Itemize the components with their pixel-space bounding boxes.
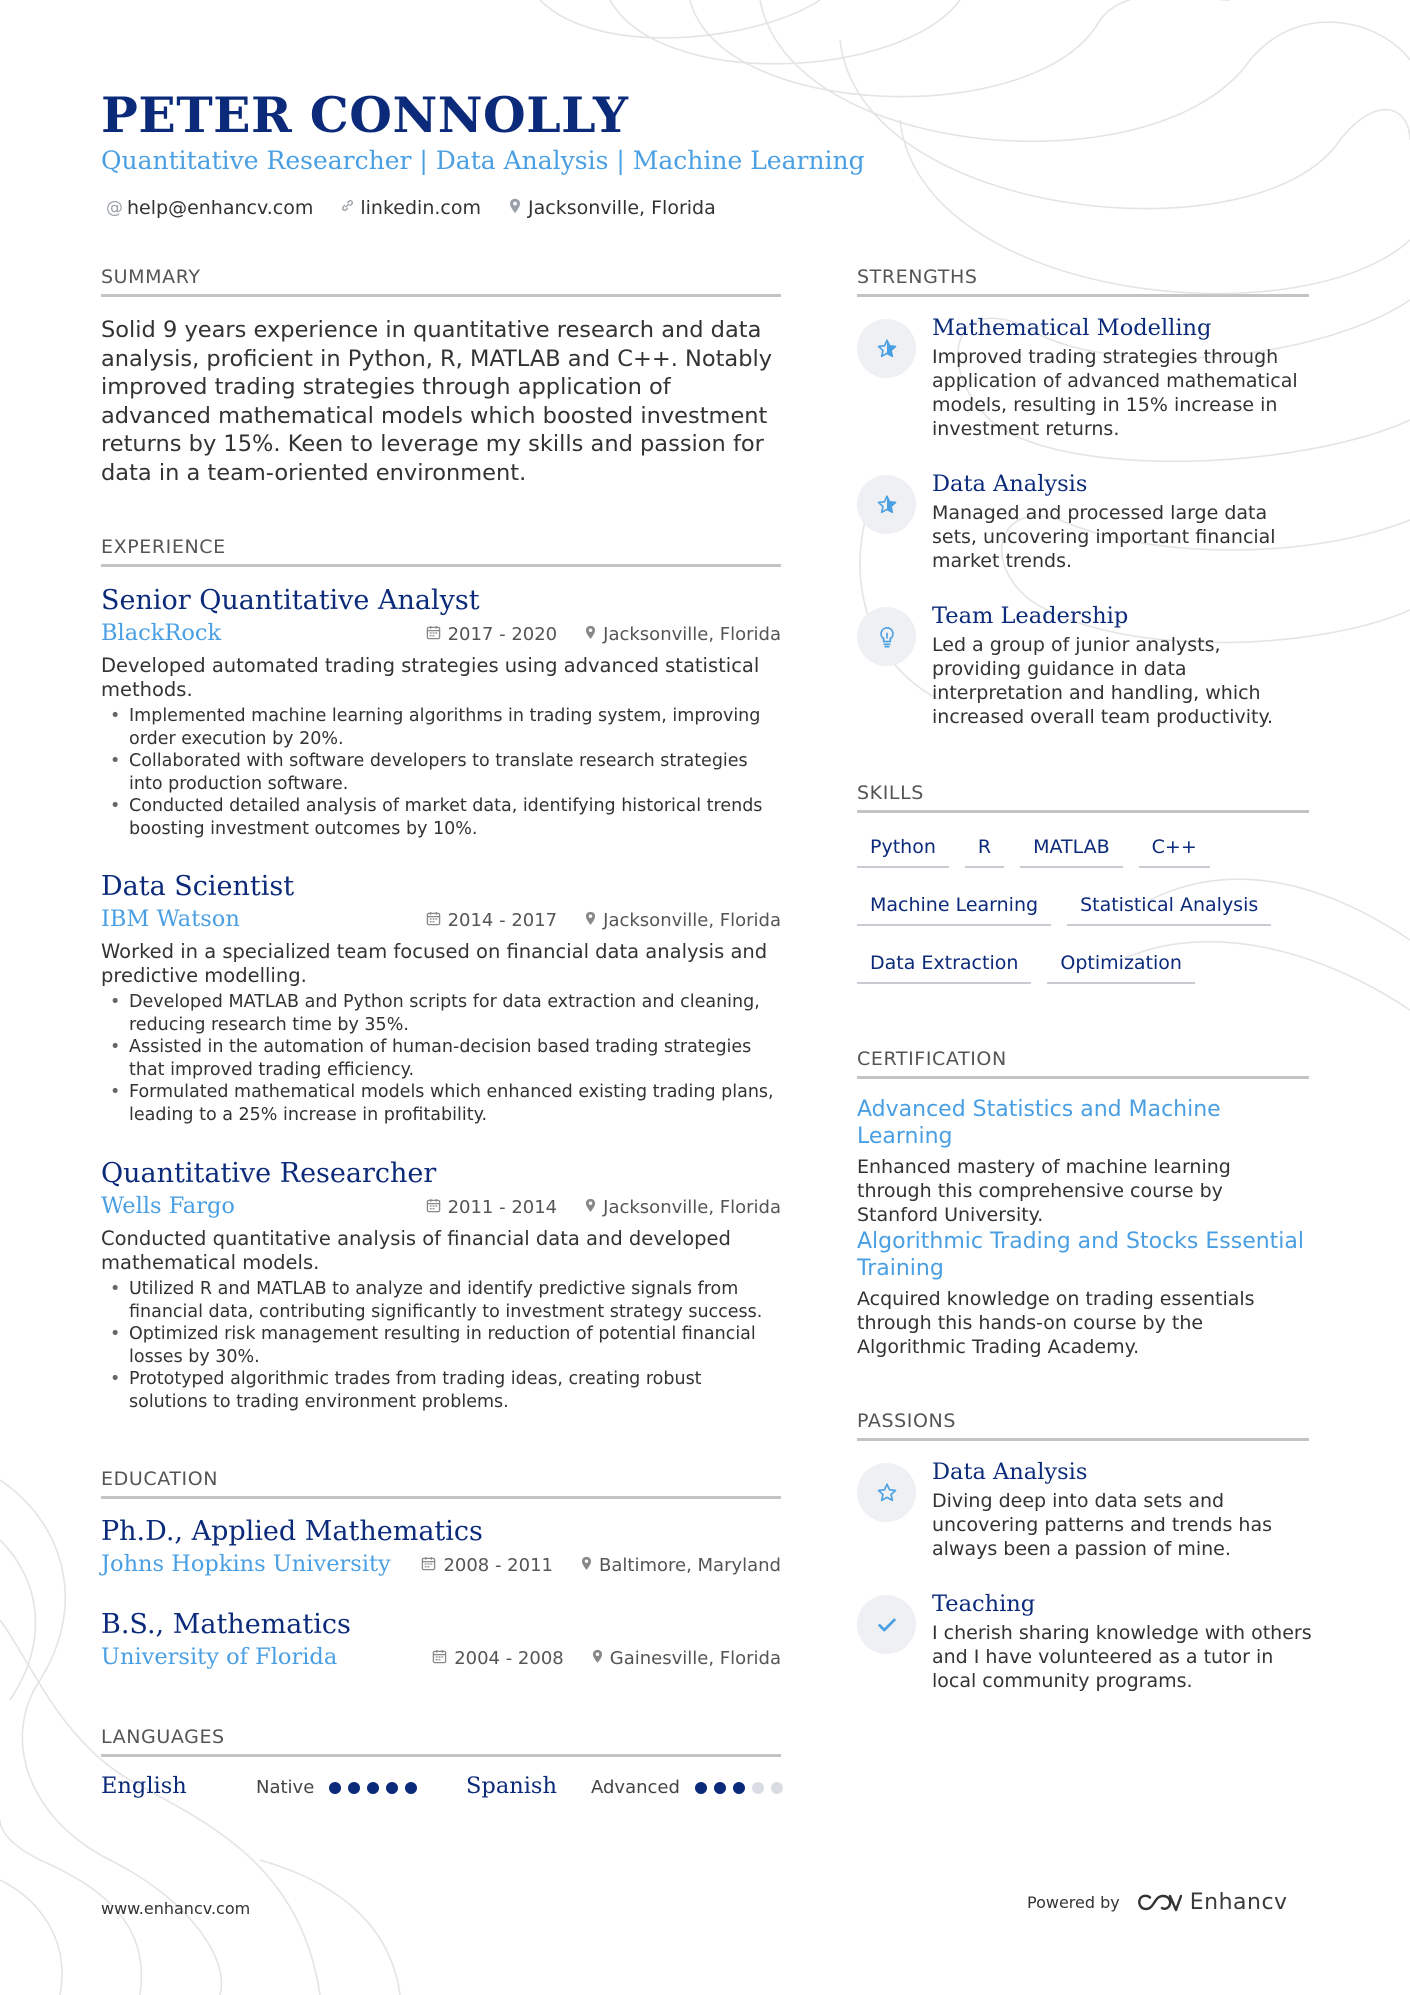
- skill-tag: Data Extraction: [857, 946, 1031, 984]
- contact-email[interactable]: [106, 197, 313, 219]
- rating-dot-filled: [405, 1782, 417, 1794]
- language-level: Advanced: [591, 1777, 680, 1798]
- job-meta: [101, 904, 781, 938]
- contact-bar: [106, 197, 716, 219]
- education-location-text: Baltimore, Maryland: [599, 1555, 781, 1576]
- skill-tag: Optimization: [1047, 946, 1195, 984]
- job-location: [585, 910, 781, 931]
- language-rating: [329, 1782, 417, 1794]
- summary-text: Solid 9 years experience in quantitative research and data analysis, proficient in Python, R, MATLAB and C++. Notably improved trading strategies through application of advanced mathematical models which boosted investment returns by 15%. Keen to leverage my skills and passion for data in a team-oriented environment.: [101, 317, 773, 486]
- skills-list: [857, 830, 1309, 1004]
- skill-tag: MATLAB: [1020, 830, 1123, 868]
- job-dates: [426, 1197, 558, 1218]
- job-bullet: • Prototyped algorithmic trades from trading ideas, creating robust solutions to trading environment problems.: [101, 1368, 781, 1413]
- skill-row: [857, 946, 1309, 984]
- strength-description: Led a group of junior analysts, providing guidance in data interpretation and handling, which increased overall team productivity.: [932, 634, 1274, 728]
- rating-dot-filled: [329, 1782, 341, 1794]
- job-location-text: Jacksonville, Florida: [603, 624, 781, 645]
- location-text: Jacksonville, Florida: [528, 197, 716, 219]
- education-meta-right: [432, 1648, 781, 1669]
- calendar-icon: [432, 1649, 447, 1668]
- rating-dot-filled: [695, 1782, 707, 1794]
- job-meta: [101, 618, 781, 652]
- location-pin-icon: [592, 1649, 603, 1668]
- job-meta-right: [426, 1197, 781, 1218]
- enhancv-logo-icon: [1136, 1892, 1182, 1914]
- skill-tag: R: [965, 830, 1004, 868]
- education-meta: [101, 1642, 781, 1676]
- section-title-skills: SKILLS: [857, 782, 1309, 813]
- location-pin-icon: [507, 198, 523, 219]
- job-dates: [426, 624, 558, 645]
- job-title: Quantitative Researcher: [101, 1158, 437, 1189]
- certification-title: Advanced Statistics and Machine Learning: [857, 1097, 1221, 1149]
- rating-dot-filled: [367, 1782, 379, 1794]
- education-dates: [421, 1555, 553, 1576]
- lightbulb-icon: [857, 607, 916, 666]
- education-meta-right: [421, 1555, 781, 1576]
- job-location: [585, 1197, 781, 1218]
- footer-website[interactable]: www.enhancv.com: [101, 1899, 251, 1918]
- school-name: University of Florida: [101, 1644, 338, 1670]
- job-bullet: • Assisted in the automation of human-decision based trading strategies that improved trading efficiency.: [101, 1036, 781, 1081]
- passion-title: Data Analysis: [932, 1459, 1088, 1485]
- job-bullets: [101, 1278, 781, 1413]
- calendar-icon: [421, 1556, 436, 1575]
- job-location: [585, 624, 781, 645]
- link-icon: [339, 198, 355, 218]
- section-title-summary: SUMMARY: [101, 266, 781, 297]
- skill-row: [857, 888, 1309, 926]
- company-name: IBM Watson: [101, 906, 240, 932]
- rating-dot-empty: [771, 1782, 783, 1794]
- job-meta-right: [426, 910, 781, 931]
- enhancv-logo[interactable]: [1136, 1890, 1288, 1915]
- location-pin-icon: [585, 625, 596, 644]
- strength-title: Team Leadership: [932, 603, 1129, 629]
- skill-tag: Machine Learning: [857, 888, 1051, 926]
- passion-body: [932, 1589, 1312, 1693]
- language-rating: [695, 1782, 783, 1794]
- company-name: Wells Fargo: [101, 1193, 235, 1219]
- passion-description: I cherish sharing knowledge with others and I have volunteered as a tutor in local community programs.: [932, 1622, 1312, 1692]
- skill-tag: Python: [857, 830, 949, 868]
- certification-description: Enhanced mastery of machine learning through this comprehensive course by Stanford University.: [857, 1156, 1231, 1226]
- rating-dot-filled: [714, 1782, 726, 1794]
- job-bullet: • Optimized risk management resulting in reduction of potential financial losses by 30%.: [101, 1323, 781, 1368]
- experience-entry: [101, 1157, 781, 1413]
- candidate-name: PETER CONNOLLY: [101, 86, 629, 144]
- certification-item: [857, 1096, 1309, 1227]
- passion-body: [932, 1457, 1312, 1561]
- certification-item: [857, 1228, 1309, 1359]
- job-bullets: [101, 991, 781, 1126]
- star-outline-icon: [857, 1463, 916, 1522]
- location-pin-icon: [581, 1556, 592, 1575]
- language-level: Native: [256, 1777, 315, 1798]
- rating-dot-filled: [733, 1782, 745, 1794]
- calendar-icon: [426, 911, 441, 930]
- calendar-icon: [426, 625, 441, 644]
- strength-description: Improved trading strategies through application of advanced mathematical models, resulting in 15% increase in investment returns.: [932, 346, 1298, 440]
- section-title-certification: CERTIFICATION: [857, 1048, 1309, 1079]
- company-name: BlackRock: [101, 620, 222, 646]
- education-entry: [101, 1608, 781, 1676]
- strength-body: [932, 469, 1312, 573]
- check-icon: [857, 1595, 916, 1654]
- strength-title: Data Analysis: [932, 471, 1088, 497]
- linkedin-text: linkedin.com: [360, 197, 481, 219]
- calendar-icon: [426, 1198, 441, 1217]
- strength-body: [932, 601, 1312, 729]
- job-title: Senior Quantitative Analyst: [101, 585, 480, 616]
- skill-tag: C++: [1139, 830, 1210, 868]
- passion-title: Teaching: [932, 1591, 1036, 1617]
- education-dates-text: 2004 - 2008: [454, 1648, 564, 1669]
- section-title-experience: EXPERIENCE: [101, 536, 781, 567]
- job-bullet: • Conducted detailed analysis of market data, identifying historical trends boosting investment outcomes by 10%.: [101, 795, 781, 840]
- rating-dot-empty: [752, 1782, 764, 1794]
- job-location-text: Jacksonville, Florida: [603, 910, 781, 931]
- language-name: English: [101, 1773, 187, 1799]
- certification-title: Algorithmic Trading and Stocks Essential Training: [857, 1229, 1305, 1281]
- rating-dot-filled: [386, 1782, 398, 1794]
- strength-description: Managed and processed large data sets, uncovering important financial market trends.: [932, 502, 1276, 572]
- contact-linkedin[interactable]: [339, 197, 481, 219]
- footer-brand: [1027, 1890, 1288, 1915]
- education-dates-text: 2008 - 2011: [443, 1555, 553, 1576]
- strength-body: [932, 313, 1312, 441]
- job-bullet: • Implemented machine learning algorithms in trading system, improving order execution by 20%.: [101, 705, 781, 750]
- experience-entry: [101, 584, 781, 840]
- job-bullets: [101, 705, 781, 840]
- section-title-education: EDUCATION: [101, 1468, 781, 1499]
- job-dates-text: 2011 - 2014: [447, 1197, 558, 1218]
- job-description: Developed automated trading strategies using advanced statistical methods.: [101, 654, 760, 701]
- section-title-strengths: STRENGTHS: [857, 266, 1309, 297]
- education-location: [581, 1555, 781, 1576]
- job-dates-text: 2017 - 2020: [447, 624, 558, 645]
- rating-dot-filled: [348, 1782, 360, 1794]
- star-icon: [857, 319, 916, 378]
- job-bullet: • Collaborated with software developers to translate research strategies into production software.: [101, 750, 781, 795]
- degree-title: Ph.D., Applied Mathematics: [101, 1516, 483, 1547]
- languages-row: [101, 1773, 781, 1803]
- education-dates: [432, 1648, 564, 1669]
- passion-description: Diving deep into data sets and uncovering patterns and trends has always been a passion of mine.: [932, 1490, 1273, 1560]
- education-location-text: Gainesville, Florida: [609, 1648, 781, 1669]
- location-pin-icon: [585, 911, 596, 930]
- school-name: Johns Hopkins University: [101, 1551, 391, 1577]
- job-dates-text: 2014 - 2017: [447, 910, 558, 931]
- job-bullet: • Utilized R and MATLAB to analyze and identify predictive signals from financial data, contributing significantly to investment strategy success.: [101, 1278, 781, 1323]
- powered-by-text: Powered by: [1027, 1893, 1120, 1912]
- certification-description: Acquired knowledge on trading essentials through this hands-on course by the Algorithmic Trading Academy.: [857, 1288, 1255, 1358]
- skill-row: [857, 830, 1309, 868]
- education-meta: [101, 1549, 781, 1583]
- skill-tag: Statistical Analysis: [1067, 888, 1271, 926]
- email-text: help@enhancv.com: [127, 197, 314, 219]
- education-entry: [101, 1515, 781, 1583]
- job-dates: [426, 910, 558, 931]
- job-description: Worked in a specialized team focused on financial data analysis and predictive modelling.: [101, 940, 768, 987]
- at-icon: @: [106, 198, 123, 218]
- job-title: Data Scientist: [101, 871, 295, 902]
- education-location: [592, 1648, 781, 1669]
- contact-location: [507, 197, 716, 219]
- language-name: Spanish: [466, 1773, 557, 1799]
- job-meta: [101, 1191, 781, 1225]
- section-title-languages: LANGUAGES: [101, 1726, 781, 1757]
- job-location-text: Jacksonville, Florida: [603, 1197, 781, 1218]
- brand-name: Enhancv: [1189, 1890, 1288, 1915]
- section-title-passions: PASSIONS: [857, 1410, 1309, 1441]
- job-bullet: • Formulated mathematical models which enhanced existing trading plans, leading to a 25% increase in profitability.: [101, 1081, 781, 1126]
- location-pin-icon: [585, 1198, 596, 1217]
- star-icon: [857, 475, 916, 534]
- strength-title: Mathematical Modelling: [932, 315, 1212, 341]
- job-meta-right: [426, 624, 781, 645]
- job-bullet: • Developed MATLAB and Python scripts for data extraction and cleaning, reducing research time by 35%.: [101, 991, 781, 1036]
- candidate-headline: Quantitative Researcher | Data Analysis | Machine Learning: [101, 146, 865, 175]
- job-description: Conducted quantitative analysis of financial data and developed mathematical models.: [101, 1227, 731, 1274]
- degree-title: B.S., Mathematics: [101, 1609, 351, 1640]
- experience-entry: [101, 870, 781, 1126]
